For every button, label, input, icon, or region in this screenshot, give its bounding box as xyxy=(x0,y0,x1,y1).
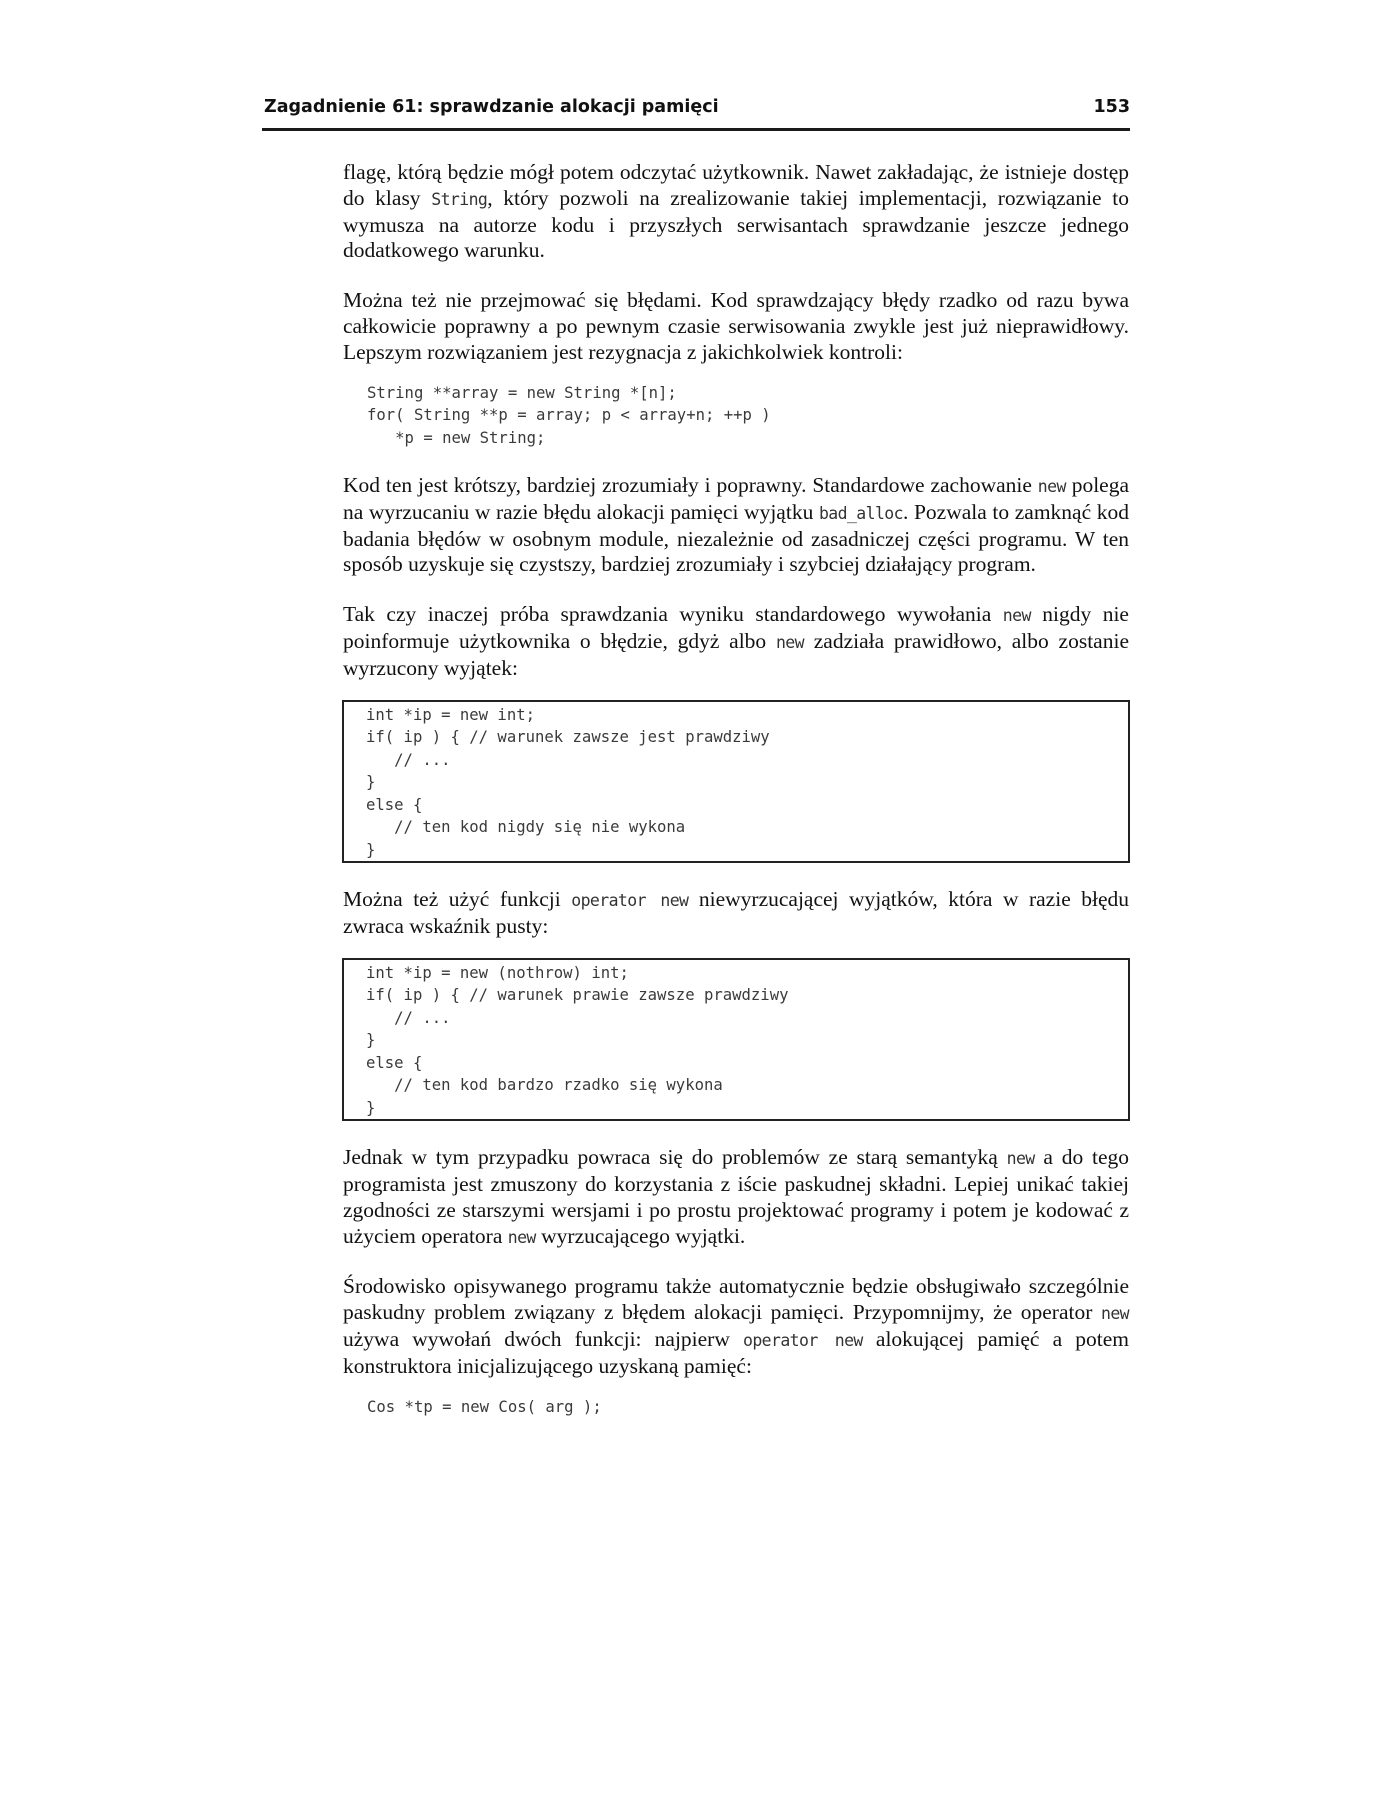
inline-code: new xyxy=(775,633,804,653)
text-segment: Tak czy inaczej próba sprawdzania wyniku standardowego wywołania xyxy=(343,602,1003,627)
code-line: // ... xyxy=(366,750,451,769)
text-segment: Środowisko opisywanego programu także automatycznie będzie obsługiwało szczególnie paskudny problem związany z błędem alokacji pamięci. Przypomnijmy, że operator xyxy=(343,1274,1129,1325)
inline-code: new xyxy=(1037,477,1066,497)
inline-code: operator new xyxy=(571,891,689,911)
text-segment: używa wywołań dwóch funkcji: najpierw xyxy=(343,1327,743,1352)
code-line: // ten kod nigdy się nie wykona xyxy=(366,818,686,837)
text-segment: zadziała prawidłowo, albo zostanie wyrzucony wyjątek: xyxy=(343,629,1129,680)
page-header xyxy=(262,94,1130,131)
page-body xyxy=(343,160,1129,1418)
code-line: if( ip ) { // warunek zawsze jest prawdziwy xyxy=(366,728,770,747)
code-line: } xyxy=(366,1031,376,1050)
text-segment: a do tego programista jest zmuszony do korzystania z iście paskudnej składni. Lepiej unikać takiej zgodności ze starszymi wersjami i po prostu projektować programy i potem je kodować z użyciem operatora xyxy=(343,1145,1129,1248)
text-segment: wyrzucającego wyjątki. xyxy=(535,1223,746,1248)
code-line: } xyxy=(366,840,376,859)
code-listing-boxed xyxy=(342,958,1130,1122)
code-line: int *ip = new (nothrow) int; xyxy=(366,963,629,982)
paragraph xyxy=(343,288,1129,365)
inline-code: bad_alloc xyxy=(818,503,903,523)
running-header-title: Zagadnienie 61: sprawdzanie alokacji pamięci xyxy=(264,97,719,117)
paragraph xyxy=(343,1145,1129,1250)
text-segment: polega na wyrzucaniu w razie błędu alokacji pamięci wyjątku xyxy=(343,473,1129,524)
code-line: *p = new String; xyxy=(367,428,546,447)
code-listing xyxy=(367,1396,1129,1419)
code-line: // ... xyxy=(366,1008,451,1027)
code-line: else { xyxy=(366,1053,423,1072)
text-segment: , który pozwoli na zrealizowanie takiej implementacji, rozwiązanie to wymusza na autorze kodu i przyszłych serwisantach sprawdzanie jeszcze jednego dodatkowego warunku. xyxy=(343,185,1129,263)
code-line: int *ip = new int; xyxy=(366,705,535,724)
text-segment: Kod ten jest krótszy, bardziej zrozumiały i poprawny. Standardowe zachowanie xyxy=(343,473,1038,498)
text-segment: Można też użyć funkcji xyxy=(343,887,572,912)
text-segment: flagę, którą będzie mógł potem odczytać użytkownik. Nawet zakładając, że istnieje dostęp do klasy xyxy=(343,160,1129,210)
text-segment: . Pozwala to zamknąć kod badania błędów w osobnym module, niezależnie od zasadniczej części programu. W ten sposób uzyskuje się czystszy, bardziej zrozumiały i szybciej działający program. xyxy=(343,499,1129,577)
text-segment: alokującej pamięć a potem konstruktora inicjalizującego uzyskaną pamięć: xyxy=(343,1327,1129,1378)
code-line: if( ip ) { // warunek prawie zawsze prawdziwy xyxy=(366,986,789,1005)
paragraph xyxy=(343,473,1129,578)
inline-code: new xyxy=(1002,606,1031,626)
text-segment: niewyrzucającej wyjątków, która w razie błędu zwraca wskaźnik pusty: xyxy=(343,887,1129,938)
code-listing-boxed xyxy=(342,700,1130,864)
code-line: } xyxy=(366,1098,376,1117)
paragraph xyxy=(343,160,1129,264)
inline-code: new xyxy=(1006,1149,1035,1169)
text-segment: Jednak w tym przypadku powraca się do problemów ze starą semantyką xyxy=(343,1145,1007,1170)
paragraph xyxy=(343,1274,1129,1379)
code-line: // ten kod bardzo rzadko się wykona xyxy=(366,1076,723,1095)
inline-code: operator new xyxy=(743,1331,863,1351)
code-listing xyxy=(367,382,1129,450)
code-line: } xyxy=(366,773,376,792)
paragraph xyxy=(343,887,1129,940)
code-line: Cos *tp = new Cos( arg ); xyxy=(367,1397,602,1416)
inline-code: String xyxy=(431,189,488,209)
code-line: String **array = new String *[n]; xyxy=(367,383,677,402)
paragraph xyxy=(343,602,1129,681)
text-segment: Można też nie przejmować się błędami. Kod sprawdzający błędy rzadko od razu bywa całkowicie poprawny a po pewnym czasie serwisowania zwykle jest już nieprawidłowy. Lepszym rozwiązaniem jest rezygnacja z jakichkolwiek kontroli: xyxy=(343,288,1129,364)
text-segment: nigdy nie poinformuje użytkownika o błędzie, gdyż albo xyxy=(343,602,1129,654)
inline-code: new xyxy=(1100,1304,1129,1324)
inline-code: new xyxy=(507,1227,536,1247)
code-line: for( String **p = array; p < array+n; ++p ) xyxy=(367,406,771,425)
page-number: 153 xyxy=(1093,97,1130,117)
code-line: else { xyxy=(366,795,423,814)
